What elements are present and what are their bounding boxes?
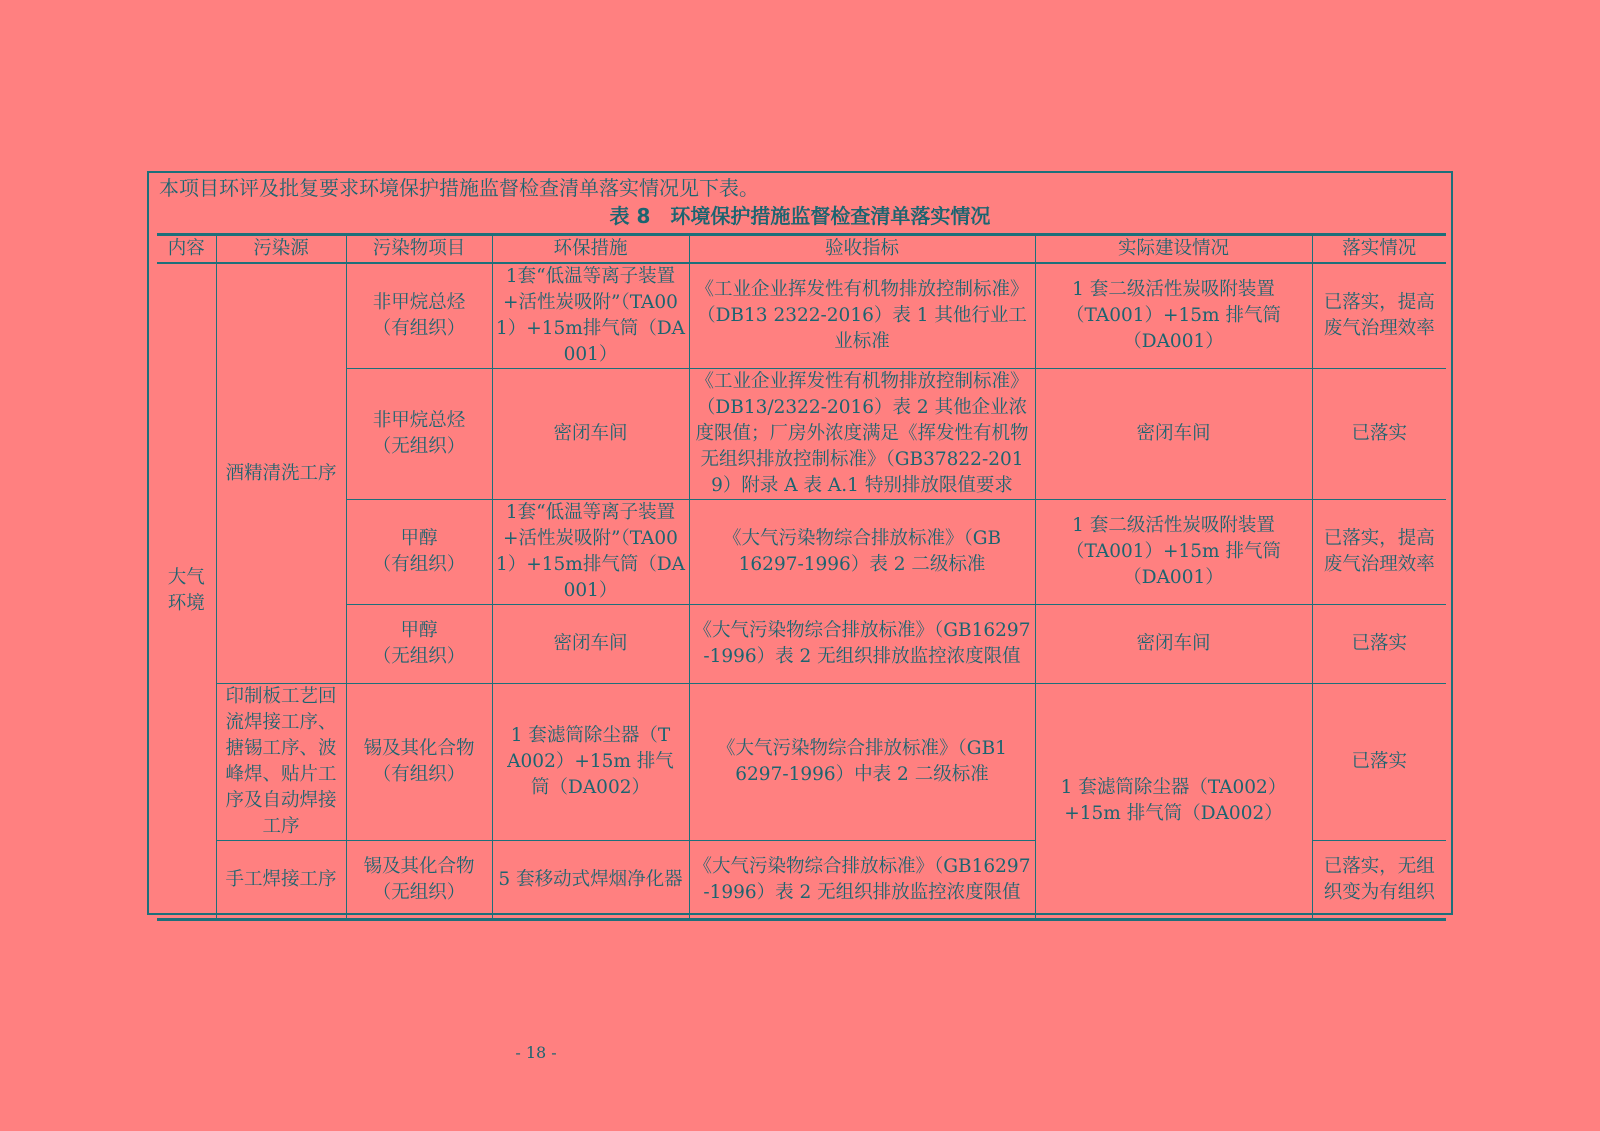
measure-cell: 密闭车间 bbox=[492, 369, 689, 500]
header-status: 落实情况 bbox=[1312, 235, 1446, 264]
index-cell: 《大气污染物综合排放标准》（GB16297-1996）表 2 无组织排放监控浓度限值 bbox=[689, 605, 1035, 684]
status-cell: 已落实，提高废气治理效率 bbox=[1312, 263, 1446, 369]
index-cell: 《大气污染物综合排放标准》（GB16297-1996）表 2 二级标准 bbox=[689, 500, 1035, 605]
table-row bbox=[157, 500, 1446, 605]
actual-cell: 1 套滤筒除尘器（TA002）+15m 排气筒（DA002） bbox=[1035, 684, 1312, 920]
status-cell: 已落实 bbox=[1312, 369, 1446, 500]
pollutant-cell: 甲醇 （有组织） bbox=[346, 500, 492, 605]
table-row bbox=[157, 605, 1446, 684]
header-pollutant: 污染物项目 bbox=[346, 235, 492, 264]
pollutant-cell: 锡及其化合物 （有组织） bbox=[346, 684, 492, 841]
table-row bbox=[157, 263, 1446, 369]
header-row bbox=[157, 235, 1446, 264]
index-cell: 《工业企业挥发性有机物排放控制标准》（DB13/2322-2016）表 2 其他企业浓度限值；厂房外浓度满足《挥发性有机物无组织排放控制标准》（GB37822-2019）附录 A 表 A.1 特别排放限值要求 bbox=[689, 369, 1035, 500]
content-cell: 大气环境 bbox=[157, 263, 216, 920]
status-cell: 已落实 bbox=[1312, 684, 1446, 841]
source-cell: 手工焊接工序 bbox=[216, 841, 346, 920]
table-row bbox=[157, 369, 1446, 500]
inspection-table bbox=[157, 233, 1446, 921]
index-cell: 《工业企业挥发性有机物排放控制标准》（DB13 2322-2016）表 1 其他行业工业标准 bbox=[689, 263, 1035, 369]
pollutant-cell: 非甲烷总烃 （无组织） bbox=[346, 369, 492, 500]
source-cell: 印制板工艺回流焊接工序、搪锡工序、波峰焊、贴片工序及自动焊接工序 bbox=[216, 684, 346, 841]
pollutant-cell: 锡及其化合物 （无组织） bbox=[346, 841, 492, 920]
header-measure: 环保措施 bbox=[492, 235, 689, 264]
status-cell: 已落实，提高废气治理效率 bbox=[1312, 500, 1446, 605]
status-cell: 已落实 bbox=[1312, 605, 1446, 684]
document-frame bbox=[147, 171, 1453, 915]
measure-cell: 密闭车间 bbox=[492, 605, 689, 684]
measure-cell: 1套“低温等离子装置+活性炭吸附”（TA001）+15m排气筒（DA001） bbox=[492, 500, 689, 605]
index-cell: 《大气污染物综合排放标准》（GB16297-1996）表 2 无组织排放监控浓度限值 bbox=[689, 841, 1035, 920]
actual-cell: 1 套二级活性炭吸附装置（TA001）+15m 排气筒（DA001） bbox=[1035, 500, 1312, 605]
actual-cell: 1 套二级活性炭吸附装置（TA001）+15m 排气筒（DA001） bbox=[1035, 263, 1312, 369]
measure-cell: 1 套滤筒除尘器（TA002）+15m 排气筒（DA002） bbox=[492, 684, 689, 841]
header-source: 污染源 bbox=[216, 235, 346, 264]
actual-cell: 密闭车间 bbox=[1035, 605, 1312, 684]
status-cell: 已落实，无组织变为有组织 bbox=[1312, 841, 1446, 920]
pollutant-cell: 非甲烷总烃 （有组织） bbox=[346, 263, 492, 369]
measure-cell: 1套“低温等离子装置+活性炭吸附”（TA001）+15m排气筒（DA001） bbox=[492, 263, 689, 369]
intro-paragraph: 本项目环评及批复要求环境保护措施监督检查清单落实情况见下表。 bbox=[159, 176, 759, 200]
header-actual: 实际建设情况 bbox=[1035, 235, 1312, 264]
actual-cell: 密闭车间 bbox=[1035, 369, 1312, 500]
index-cell: 《大气污染物综合排放标准》（GB16297-1996）中表 2 二级标准 bbox=[689, 684, 1035, 841]
header-content: 内容 bbox=[157, 235, 216, 264]
measure-cell: 5 套移动式焊烟净化器 bbox=[492, 841, 689, 920]
page-number: - 18 - bbox=[515, 1043, 557, 1062]
table-row bbox=[157, 684, 1446, 841]
header-index: 验收指标 bbox=[689, 235, 1035, 264]
source-cell: 酒精清洗工序 bbox=[216, 263, 346, 684]
table-caption: 表 8 环境保护措施监督检查清单落实情况 bbox=[609, 204, 991, 228]
pollutant-cell: 甲醇 （无组织） bbox=[346, 605, 492, 684]
